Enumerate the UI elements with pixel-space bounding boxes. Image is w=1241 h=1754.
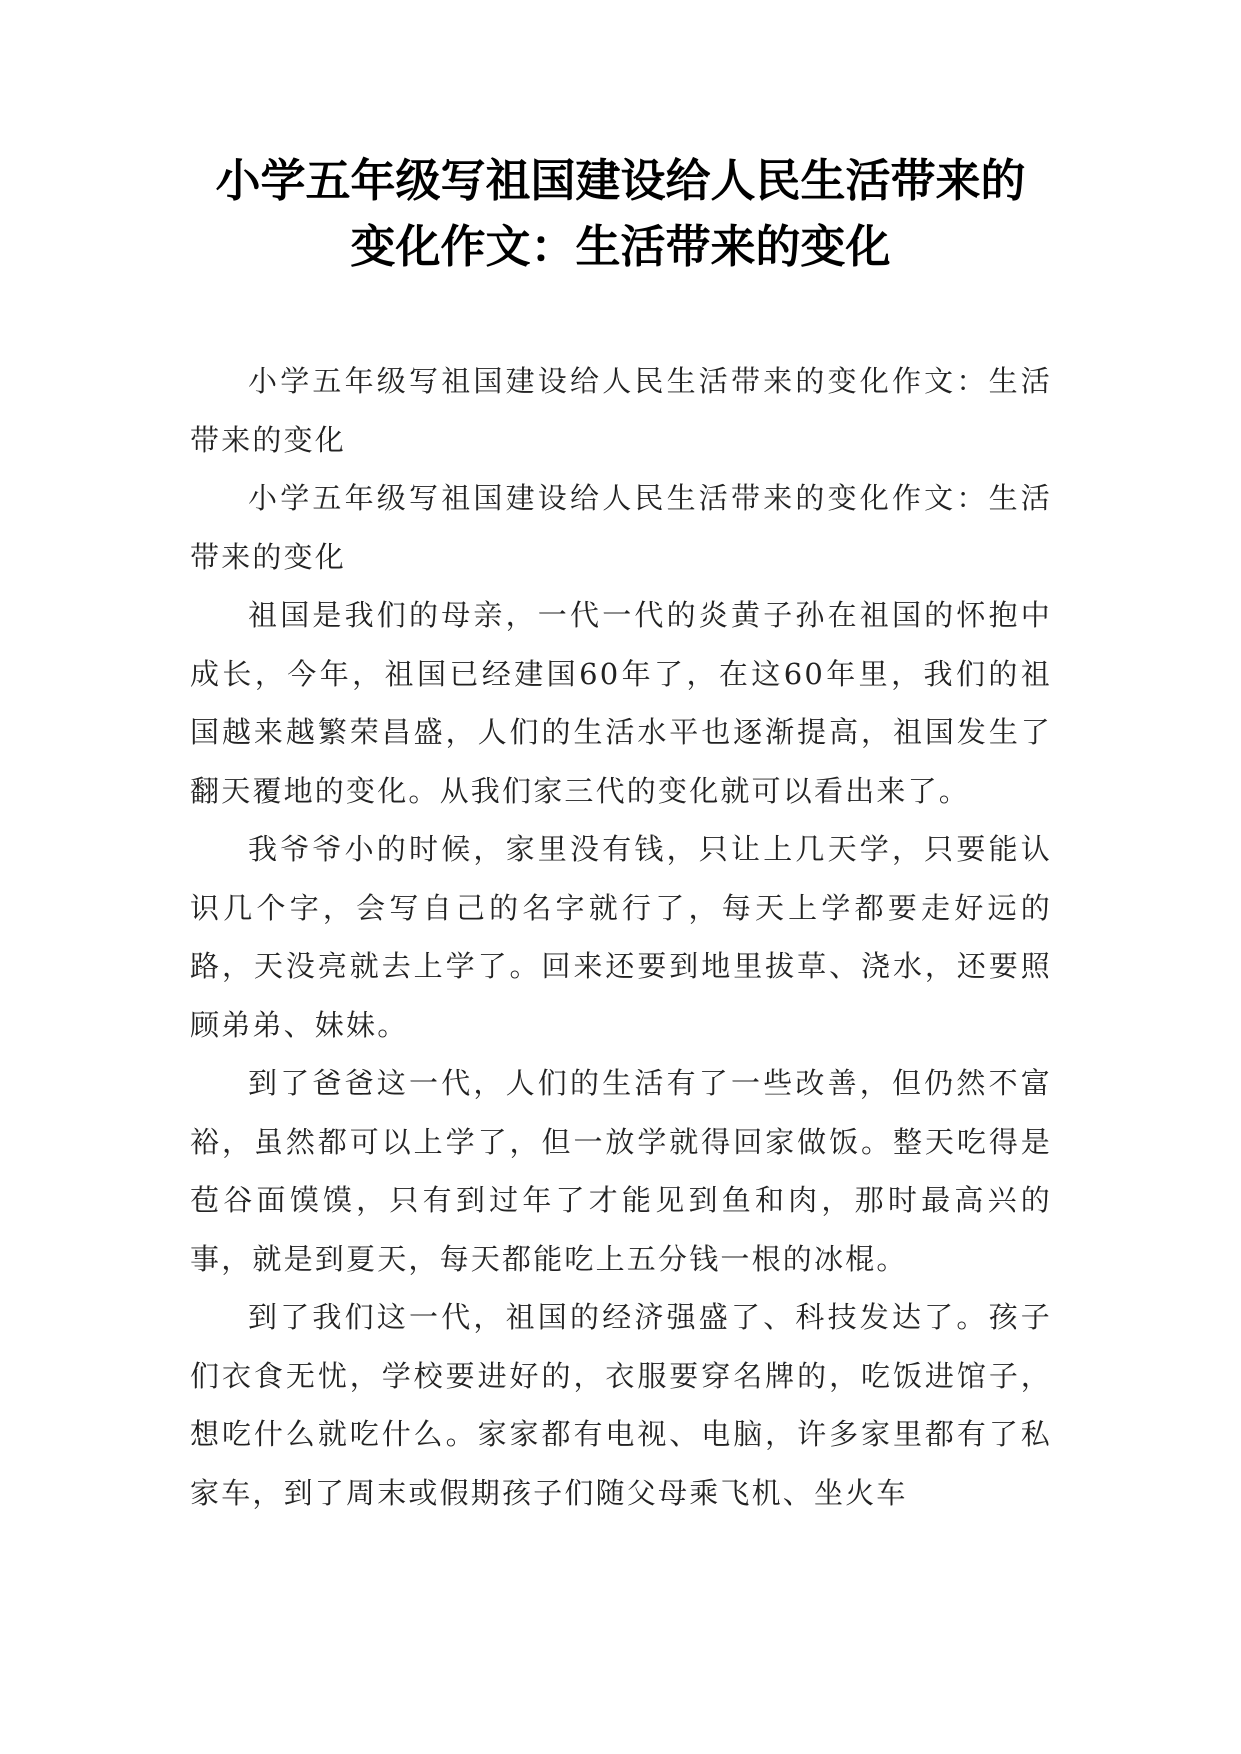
paragraph: 我爷爷小的时候，家里没有钱，只让上几天学，只要能认识几个字，会写自己的名字就行了，每天上学都要走好远的路，天没亮就去上学了。回来还要到地里拔草、浇水，还要照顾弟弟、妹妹。	[190, 832, 1052, 1042]
title-line-2: 变化作文：生活带来的变化	[350, 220, 891, 273]
paragraph: 到了我们这一代，祖国的经济强盛了、科技发达了。孩子们衣食无忧，学校要进好的，衣服要穿名牌的，吃饭进馆子，想吃什么就吃什么。家家都有电视、电脑，许多家里都有了私家车，到了周末或假期孩子们随父母乘飞机、坐火车	[190, 1300, 1052, 1510]
paragraph: 到了爸爸这一代，人们的生活有了一些改善，但仍然不富裕，虽然都可以上学了，但一放学就得回家做饭。整天吃得是苞谷面馍馍，只有到过年了才能见到鱼和肉，那时最高兴的事，就是到夏天，每天都能吃上五分钱一根的冰棍。	[190, 1066, 1052, 1276]
paragraph: 小学五年级写祖国建设给人民生活带来的变化作文：生活带来的变化	[190, 481, 1052, 574]
document-body	[190, 352, 1052, 1522]
document-title	[160, 148, 1081, 280]
paragraph: 祖国是我们的母亲，一代一代的炎黄子孙在祖国的怀抱中成长，今年，祖国已经建国60年了，在这60年里，我们的祖国越来越繁荣昌盛，人们的生活水平也逐渐提高，祖国发生了翻天覆地的变化。从我们家三代的变化就可以看出来了。	[190, 598, 1052, 808]
title-line-1: 小学五年级写祖国建设给人民生活带来的	[215, 154, 1026, 207]
paragraph: 小学五年级写祖国建设给人民生活带来的变化作文：生活带来的变化	[190, 364, 1052, 457]
